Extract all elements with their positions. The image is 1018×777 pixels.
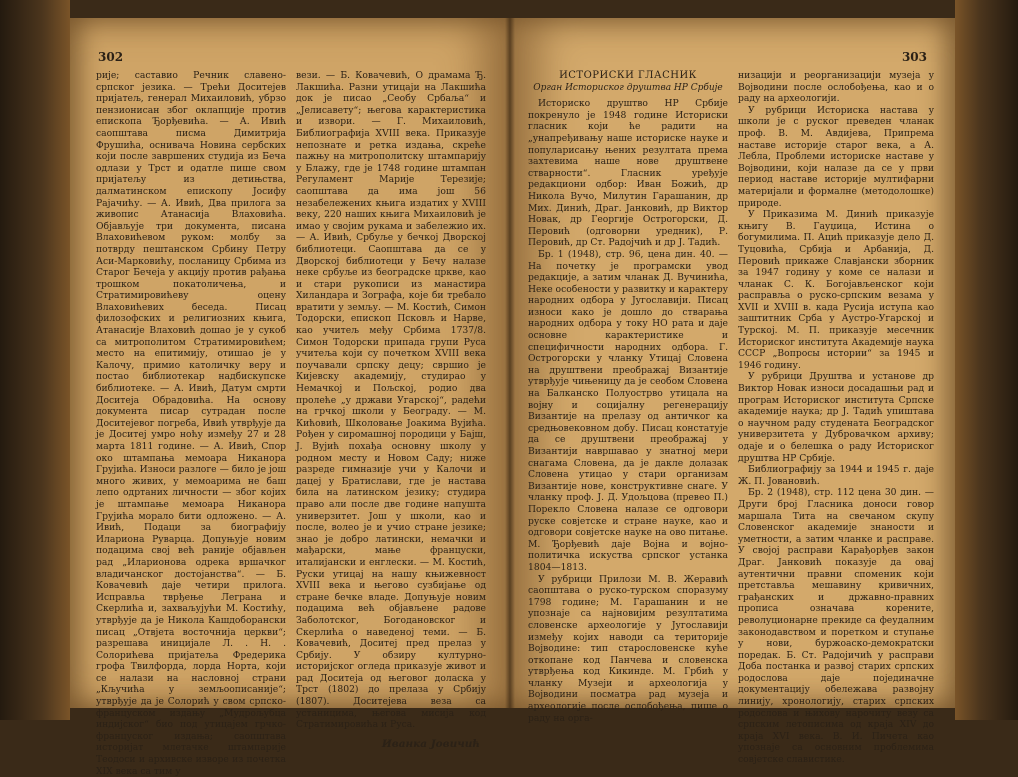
left-page bbox=[70, 18, 510, 777]
section-subheading: Орган Историског друштва НР Србије bbox=[533, 82, 723, 93]
paragraph: У рубрици Друштва и установе др Виктор Новак износи досадашњи рад и програм Историског института Српске академије наука; др Ј. Тадић упиштава о научном раду студената Београдског универзитета у Дубровачком архиву; одаје и о белешка о раду Историског друштва НР Србије. bbox=[738, 371, 934, 464]
paragraph: Библиографију за 1944 и 1945 г. даје Ж. П. Јовановић. bbox=[738, 464, 934, 487]
paragraph: У Приказима М. Динић приказује књигу В. Гауџица, Истина о богумилима. П. Ацић приказује дело Д. Туцовића, Србија и Арбанија, Д. Перовић прикаже Славјански зборник за 1947 годину у коме се налази и чланак С. К. Богојављенског који расправља о руско-српским везама у XVII и XVIII в. када Русија иступа као заштитник Срба у Аустро-Угарској и Турској. М. П. приказује месечник Историског института Академије наука СССР „Вопросы истории“ за 1945 и 1946 годину. bbox=[738, 209, 934, 371]
page-number-right: 303 bbox=[901, 50, 927, 64]
book-gutter bbox=[505, 18, 515, 708]
book-edge-right bbox=[955, 0, 1018, 720]
right-page bbox=[510, 18, 955, 766]
paragraph: Бр. 1 (1948), стр. 96, цена дин. 40. — На почетку је програмски увод редакције, а затим чланак Д. Вучинића, Неке особености у развитку и карактеру народних одбора у Југославији. Писац износи како је дошло до стварања народних одбора у току НО рата и даје основне карактеристике и специфичности народних одбора. Г. Острогорски у чланку Утицај Словена на друштвени преображај Византије утврђује чињеницу да је сеобом Словена на Балканско Полуострво утицала на војну и социјалну регенерацију Византије на прелазу од античког ка средњовековном добу. Писац констатује да се друштвени преображај у Византији навршавао у знатној мери снагама Словена, да је дакле долазак Словена утицао у стари организам Византије нове, конструктивне снаге. У чланку проф. Ј. Д. Удољцова (превео П.) Порекло Словена налазе се одговори руске совјетске и стране науке, као и одговори совјетске науке на ово питање. М. Ђорђевић даје Војна и војно-политичка искуства српског устанка 1804—1813. bbox=[528, 248, 728, 573]
page-number-left: 302 bbox=[98, 50, 124, 64]
paragraph: низацији и реорганизацији музеја у Војводини после ослобођења, као и о раду на археологији. bbox=[738, 70, 934, 105]
paragraph: Историско друштво НР Србије покренуло је 1948 године Историски гласник који ће радити на „унапређивању наше историске науке и популарисању њених резултата према захтевима наше нове друштвене стварности“. Гласник уређује редакциони одбор: Иван Божић, др Никола Вучо, Милутин Гарашанин, др Мих. Динић, Драг. Јанковић, др Виктор Новак, др Георгије Острогорски, Д. Перовић (одговорни уредник), Р. Перовић, др Ст. Радојчић и др Ј. Тадић. bbox=[528, 98, 728, 249]
left-column-2 bbox=[296, 70, 486, 750]
left-column-1 bbox=[96, 70, 286, 777]
paragraph: У рубрици Историска настава у школи је с руског преведен чланак проф. В. М. Авдијева, Припрема наставе историје старог века, а А. Лебла, Проблеми историске наставе у Војводини, који налазе да се у први период наставе историје мултифарни материјали и формалне (методолошке) природе. bbox=[738, 104, 934, 209]
author-signature: Иванка Јовичић bbox=[381, 737, 480, 750]
book-edge-left bbox=[0, 0, 70, 720]
right-column-2 bbox=[738, 70, 934, 766]
paragraph: У рубрици Прилози М. В. Жеравић саопштава о руско-турском споразуму 1798 године; М. Гарашанин и не упознаје са најновијим резултатима словенске археологије у Југославији између којих наводи са територије Војводине: тип старословенске куће откопане код Панчева и словенска утврђења код Кикинде. М. Грбић у чланку Музеји и археологија у Војводини посматра рад музеја и археологије после ослобођења, пише о раду на орга- bbox=[528, 573, 728, 724]
paragraph: рије; саставио Речник славено-српског језика. — Трећи Доситејев пријатељ, генерал Михаиловић, убрзо пензионисан због оклапције против епископа Ђорђевића. — А. Ивић саопштава писма Димитрија Фрушића, оснивача Новина сербских који после завршених студија из Беча одлази у Трст и одатле пише свом пријатељу из детињства, далматинском епископу Јосифу Рајачићу. — А. Ивић, Два прилога за живопис Атанасија Влаховића. Објављује три документа, писана Влаховићевом руком: молбу за потврду пештанском Србину Петру Аси-Марковићу, посланицу Србима из Старог Бечеја у акцију против рађања трошком покатоличења, и Стратимировићеву оцену Влаховићевих беседа. Писац филозофских и религиозних књига, Атанасије Влаховић дошао је у сукоб са митрополитом Стратимировићем; место на епитимију, отишао је у Калочу, примио католичку веру и постао библиотекар надбискупске библиотеке. — А. Ивић, Датум смрти Доситеја Обрадовића. На основу документа писар сутрадан после Доситејевог погреба, Ивић утврђује да је Доситеј умро ноћу између 27 и 28 марта 1811 године. — А. Ивић, Спор око штампања мемоара Никанора Грујића. Износи разлоге — било је још много живих, у мемоарима не баш лепо одртаних личности — због којих је штампање мемоара Никанора Грујића морало бити одложено. — А. Ивић, Подаци за биографију Илариона Руварца. Допуњује новим подацима свој већ раније објављен рад „Иларионова одрека вршачког владичанског достојанства“. — Б. Ковачевић даје четири прилога. Исправља тврђење Леграна и Скерлића и, захваљујући М. Костићу, утврђује да је Никола Кашдоборански писац „Отвјета восточнија церкви“; разрешава иницијале Л. . Н. . Солорићева пријатеља Фредерика грофа Твилфорда, лорда Норта, који се налази на насловној страни „Кључића у земљоописаније“; утврђује да је Солорић у свом српско-француском издању „Мудрољубца индијског“ био под утицајем грчко-француског издања; саопштава историјат млетачке штампарије Теодоси и архивске изворе из почетка XIX века са тим у bbox=[96, 70, 286, 777]
paragraph: Бр. 2 (1948), стр. 112 цена 30 дин. — Други број Гласника доноси говор маршала Тита на свечаном скупу Словенског академије знаности и уметности, а затим чланке и расправе. У својој расправи Карађорђев закон Драг. Јанковић показује да овај аутентични правни споменик који претставља мешавину кривичних, грађанских и државно-правних прописа означава корените, револуционарне прекиде са феудалним законодавством и поретком и ступање у нови, буржоаско-демократски поредак. Б. Ст. Радојичић у расправи Добa постанка и развој старих српских родослова даје појединачне документацију обележава развојну линију, хронологију, старих српских родослова и њихову нарочиту везу са српским летописима од краја XIV до краја XVI века. В. И. Пичета као упознаје са основним проблемима совјетске славистике. bbox=[738, 487, 934, 766]
section-heading: ИСТОРИСКИ ГЛАСНИК bbox=[559, 70, 697, 81]
paragraph: вези. — Б. Ковачевић, О драмама Ђ. Лакшића. Разни утицаји на Лакшића док је писао „Сеобу Србаља“ и „Јелисавету“; његова карактеристика и извори. — Г. Михаиловић, Библиографија XVIII века. Приказује непознате и ретка издања, скреће пажњу на митрополитску штампарију у Блажу, где је 1748 године штампан Регуламент Марије Терезије; саопштава да има још 56 незабележених књига издатих у XVIII веку, 220 наших књига Михаиловић је имао у својим рукама и забележио их. — А. Ивић, Србуље у бечкој Дворској библиотеци. Саопштава да се у Дворској библиотеци у Бечу налазе неке србуље из београдске цркве, као и стари рукописи из манастира Хиландара и Зографа, које би требало вратити у земљу. — М. Костић, Симон Тодорски, епископ Псковљ и Нарве, као учитељ међу Србима 1737/8. Симон Тодорски припада групи Руса учитеља који су почетком XVIII века поучавали српску децу; свршио је Кијевску академију, студирао у Немачкој и Пољској, родио два пролеће „у држави Угарској“, радећи на грчкој школи у Београду. — М. Кићовић, Школовање Јоакима Вујића. Рођен у сиромашној породици у Бајш, Ј. Вујић похађа основну школу у родном месту и Новом Саду; ниже разреде гимназије учи у Калочи и дацеј у Братислави, где је настава била на латинском језику; студира право али после две године напушта универзитет. Још у школи, као и после, волео је и учио стране језике; знао је добро латински, немачки и мађарски, мање француски, италијански и енглески. — М. Костић, Руски утицај на нашу књижевност XVIII века и његово сузбијање од стране бечке владе. Допуњује новим подацима већ објављене радове Заболотског, Богодановског и Скерлића о наведеној теми. — Б. Ковачевић, Доситеј пред прелаз у Србију. У обзиру културно-историјског огледа приказује живот и рад Доситеја од његовог доласка у Трст (1802) до прелаза у Србију (1807). Доситејева веза са устаницима, његова мисија код Стратимировића и Руса. bbox=[296, 70, 486, 731]
right-column-1 bbox=[528, 70, 728, 724]
